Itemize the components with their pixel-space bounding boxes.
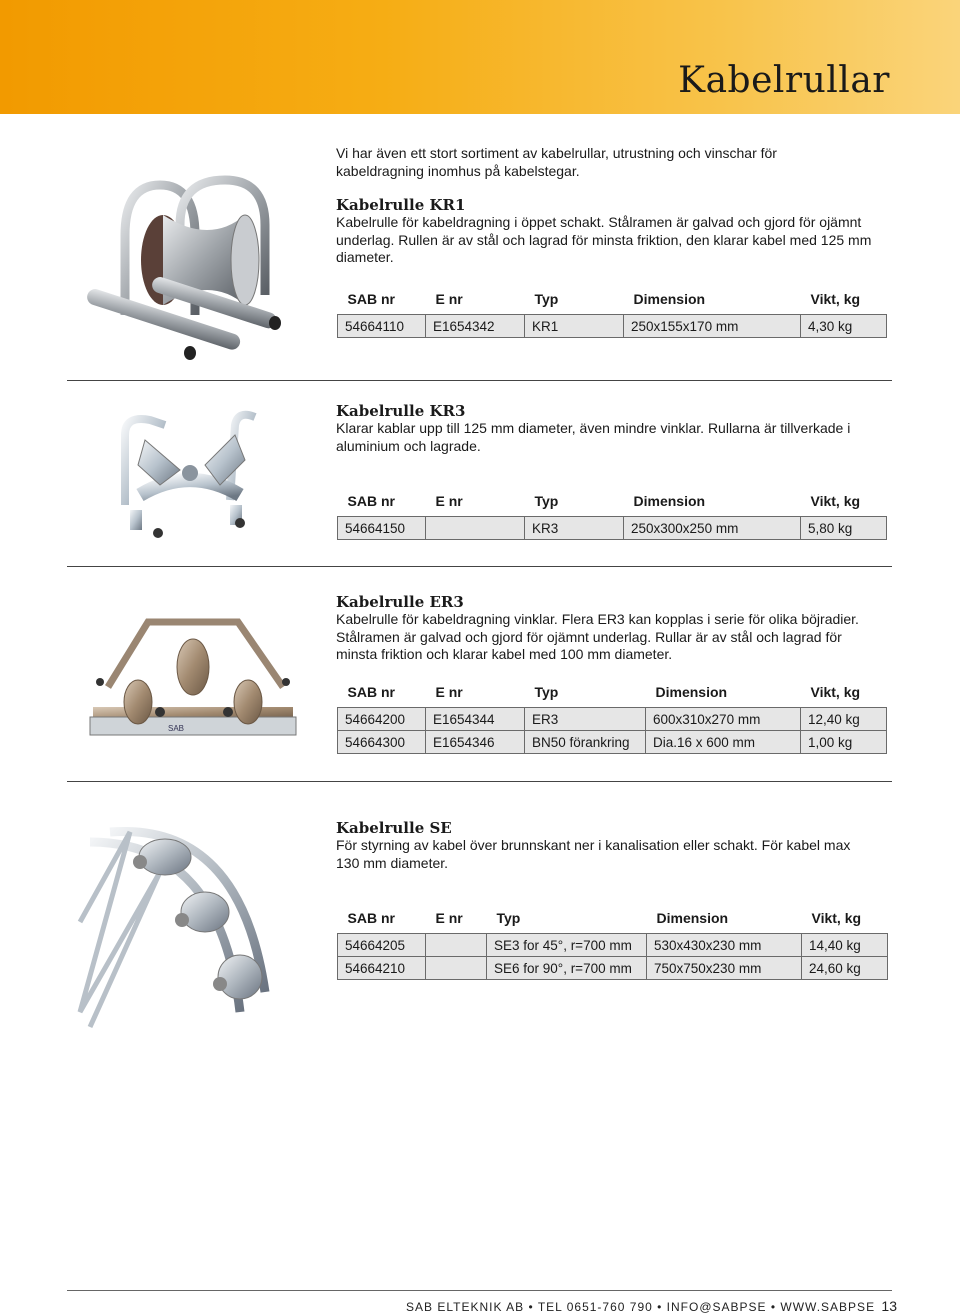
section-se <box>336 819 896 872</box>
cell-vikt: 4,30 kg <box>801 315 887 338</box>
col-vikt: Vikt, kg <box>810 493 861 509</box>
page-title: Kabelrullar <box>678 60 890 101</box>
table-row <box>338 315 887 338</box>
footer-contact: SAB ELTEKNIK AB • TEL 0651-760 790 • INFO@SABPSE • WWW.SABPSE <box>406 1300 876 1314</box>
col-sab-nr: SAB nr <box>347 910 395 926</box>
col-typ: Typ <box>534 291 559 307</box>
cell-sab-nr: 54664205 <box>338 934 426 957</box>
spec-table-kr1 <box>337 290 887 338</box>
footer <box>406 1298 897 1314</box>
col-vikt: Vikt, kg <box>811 910 862 926</box>
spec-table-se <box>337 909 888 980</box>
col-typ: Typ <box>534 493 559 509</box>
er3-product-image <box>88 612 298 744</box>
table-row <box>338 517 887 540</box>
col-e-nr: E nr <box>435 493 463 509</box>
cell-sab-nr: 54664150 <box>338 517 426 540</box>
cell-dimension: 250x155x170 mm <box>624 315 801 338</box>
cell-typ: BN50 förankring <box>525 731 646 754</box>
section-description: Klarar kablar upp till 125 mm diameter, även mindre vinklar. Rullarna är tillverkade i aluminium och lagrade. <box>336 420 851 454</box>
cell-vikt: 14,40 kg <box>802 934 888 957</box>
section-er3 <box>336 593 896 664</box>
table-row <box>338 708 887 731</box>
cell-dimension: 600x310x270 mm <box>646 708 801 731</box>
cell-e-nr: E1654346 <box>426 731 525 754</box>
col-dimension: Dimension <box>633 493 706 509</box>
section-kr3 <box>336 402 896 455</box>
table-row <box>338 934 888 957</box>
cell-e-nr <box>426 934 487 957</box>
cell-dimension: 750x750x230 mm <box>647 957 802 980</box>
cell-e-nr <box>426 957 487 980</box>
cell-vikt: 1,00 kg <box>801 731 887 754</box>
col-sab-nr: SAB nr <box>347 291 395 307</box>
spec-table-kr3 <box>337 492 887 540</box>
page-number: 13 <box>881 1298 897 1314</box>
table-row <box>338 731 887 754</box>
table-header-row <box>338 492 887 517</box>
cell-vikt: 5,80 kg <box>801 517 887 540</box>
table-header-row <box>338 909 888 934</box>
cell-typ: KR3 <box>525 517 624 540</box>
section-divider <box>67 566 892 567</box>
er3-frame-label: SAB <box>168 724 185 733</box>
cell-e-nr: E1654342 <box>426 315 525 338</box>
section-kr1 <box>336 196 896 267</box>
se-product-image <box>70 812 290 1032</box>
cell-typ: KR1 <box>525 315 624 338</box>
section-description: För styrning av kabel över brunnskant ner i kanalisation eller schakt. För kabel max 130 mm diameter. <box>336 837 851 871</box>
cell-typ: SE6 for 90°, r=700 mm <box>487 957 647 980</box>
table-row <box>338 957 888 980</box>
col-dimension: Dimension <box>633 291 706 307</box>
cell-dimension: Dia.16 x 600 mm <box>646 731 801 754</box>
section-divider <box>67 380 892 381</box>
section-description: Kabelrulle för kabeldragning i öppet schakt. Stålramen är galvad och gjord för ojämnt underlag. Rullen är av stål och lagrad för minsta friktion, den klarar kabel med 125 mm diameter. <box>336 214 872 265</box>
section-title: Kabelrulle ER3 <box>336 593 464 611</box>
col-e-nr: E nr <box>435 910 463 926</box>
cell-e-nr <box>426 517 525 540</box>
kr3-product-image <box>110 405 270 540</box>
section-title: Kabelrulle KR1 <box>336 196 466 214</box>
col-e-nr: E nr <box>435 291 463 307</box>
section-divider <box>67 781 892 782</box>
intro-text: Vi har även ett stort sortiment av kabelrullar, utrustning och vinschar för kabeldragning inomhus på kabelstegar. <box>336 145 777 179</box>
kr1-product-image <box>85 175 295 360</box>
cell-e-nr: E1654344 <box>426 708 525 731</box>
col-dimension: Dimension <box>655 684 728 700</box>
cell-sab-nr: 54664200 <box>338 708 426 731</box>
cell-vikt: 24,60 kg <box>802 957 888 980</box>
col-vikt: Vikt, kg <box>810 291 861 307</box>
cell-vikt: 12,40 kg <box>801 708 887 731</box>
col-vikt: Vikt, kg <box>810 684 861 700</box>
section-description: Kabelrulle för kabeldragning vinklar. Flera ER3 kan kopplas i serie för olika böjradier. Stålramen är galvad och gjord för ojämnt underlag. Rullar är av stål och lagrad för minsta friktion och klarar kabel med 100 mm diameter. <box>336 611 859 662</box>
section-title: Kabelrulle SE <box>336 819 452 837</box>
header-banner <box>0 0 960 114</box>
cell-sab-nr: 54664110 <box>338 315 426 338</box>
col-dimension: Dimension <box>656 910 729 926</box>
cell-sab-nr: 54664300 <box>338 731 426 754</box>
footer-divider <box>67 1290 892 1291</box>
spec-table-er3 <box>337 683 887 754</box>
col-typ: Typ <box>534 684 559 700</box>
cell-dimension: 530x430x230 mm <box>647 934 802 957</box>
col-typ: Typ <box>496 910 521 926</box>
section-title: Kabelrulle KR3 <box>336 402 466 420</box>
table-header-row <box>338 290 887 315</box>
table-header-row <box>338 683 887 708</box>
cell-dimension: 250x300x250 mm <box>624 517 801 540</box>
col-sab-nr: SAB nr <box>347 684 395 700</box>
col-sab-nr: SAB nr <box>347 493 395 509</box>
col-e-nr: E nr <box>435 684 463 700</box>
cell-typ: ER3 <box>525 708 646 731</box>
cell-sab-nr: 54664210 <box>338 957 426 980</box>
cell-typ: SE3 for 45°, r=700 mm <box>487 934 647 957</box>
